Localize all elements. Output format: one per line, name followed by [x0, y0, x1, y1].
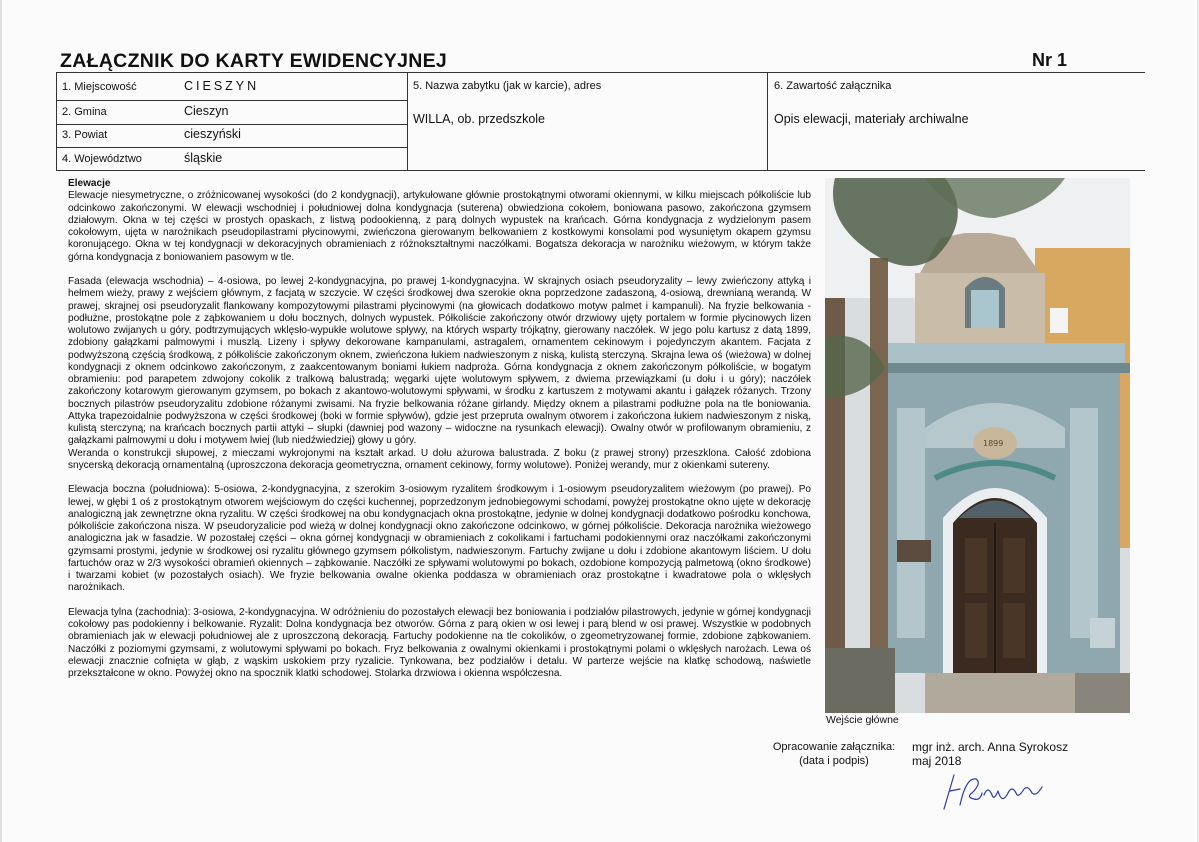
table-column-divider [407, 72, 408, 170]
date-signature-label: (data i podpis) [799, 755, 869, 767]
date-cartouche-text: 1899 [983, 439, 1004, 448]
table-row-divider [56, 100, 407, 101]
commune-label: 2. Gmina [62, 106, 107, 118]
contents-label: 6. Zawartość załącznika [774, 80, 892, 92]
prepared-label-text: Opracowanie załącznika: [772, 741, 896, 753]
paragraph-west-elevation: Elewacja tylna (zachodnia): 3-osiowa, 2-kondygnacyjna. W odróżnieniu do pozostałych elewacji bez boniowania i podziałów pilastrowych, jedynie w górnej kondygnacji cokołowy pas podokienny i belkowanie. Ryzalit: Dolna kondygnacja bez otworów. Górna z parą okien w osi lewej i parą blend w osi prawej. Wszystkie w podobnych obramieniach jak w elewacji południowej ale z uproszczoną dekoracją. Fartuchy podokienne na tle cokolików, o zgeometryzowanej formie, zdobione ząbkowaniem. Naczółki z poziomymi gzymsami, z wolutowymi spływami po bokach. Fryz belkowania z owalnymi okienkami i prostokątnymi polami o wklęsłych narożach. Lewa oś elewacji znacznie cofnięta w głąb, z wąskim uskokiem przy ryzalicie. Tynkowana, bez podziałów i detalu. W parterze wejście na klatkę schodową, naświetle przekształcone w okno. Powyżej okno na spocznik klatki schodowej. Stolarka drzwiowa i okienna współczesna. [68, 606, 811, 679]
paragraph-south-elevation: Elewacja boczna (południowa): 5-osiowa, 2-kondygnacyjna, z szerokim 3-osiowym ryzalitem środkowym i 1-osiowym pseudoryzalitem wieżowym (po prawej). Po lewej, w głębi 1 oś z prostokątnym otworem wejściowym do części kuchennej, poprzedzonym jednobiegowymi schodami, powyżej prostokątne okno ujęte w dekorację analogiczną jak zewnętrzne okna ryzalitu. W części środkowej na obu kondygnacjach okna prostokątne, jedynie w dolnej kondygnacji dodatkowo pośrodku konchowa, półkoliście zakończona nisza. W pseudoryzalicie pod wieżą w dolnej kondygnacji okno zakończone odcinkowo, w górnej półkoliście. Dekoracja narożnika wieżowego analogiczna jak w fasadzie. W pozostałej części – okna górnej kondygnacji w obramieniach z cokolikami i fartuchami podokiennymi oraz naczółkami zakończonymi gzymsami prostymi, jedynie w środkowej osi ryzalitu głównego gzymsem półkolistym, nadwieszonym. Fartuchy zwijane u dołu i zdobione akantowym liściem. U dołu fartuchów oraz w 2/3 wysokości obramień okiennych – ząbkowanie. Naczółki ze spływami wolutowymi po bokach, ozdobione kompozycją palmetową (okno środkowe) i twarzami kobiet (w pozostałych osiach). We fryzie belkowania owalne okienka poddasza w obramieniach oraz prostokątne i kwadratowe pola o wklęsłych narożnikach. [68, 484, 811, 594]
table-row-divider [56, 124, 407, 125]
entrance-photo-illustration [825, 178, 1130, 713]
paragraph-general: Elewacje niesymetryczne, o zróżnicowanej wysokości (do 2 kondygnacji), artykułowane głównie prostokątnymi otworami okiennymi, w kilku miejscach półkoliście lub odcinkowo zakończonymi. W elewacji wschodniej i południowej dolna kondygnacja (suterena) obwiedziona cokołem, boniowana pasowo, zakończona gzymsem działowym. Okna w tej części w prostych opaskach, z listwą podookienną, z parą dolnych wypustek na krańcach. Górna kondygnacja z wydzielonym pasem cokołowym, ujęta w narożnikach pseudopilastrami płycinowymi, zwieńczona gierowanym belkowaniem z kostkowymi konsolami pod wysuniętym okapem gzymsu koronującego. Okna w tej kondygnacji w dekoracyjnych obramieniach z różnokształtnymi naczółkami. Bogatsza dekoracja w narożniku wieżowym, w którym także górna kondygnacja z boniowaniem pasowym w tle. [68, 190, 811, 263]
table-top-border [56, 72, 1145, 73]
preparation-date: maj 2018 [912, 754, 962, 768]
table-column-divider [767, 72, 768, 170]
paragraph-facade: Fasada (elewacja wschodnia) – 4-osiowa, po lewej 2-kondygnacyjna, po prawej 1-kondygnacyjna. W skrajnych osiach pseudoryzality – lewy zwieńczony attyką i hełmem wieży, prawy z wejściem głównym, z facjatą w szczycie. W części środkowej dwa szerokie okna poprzedzone zadaszoną, 4-osiową, drewnianą werandą. W prawej, skrajnej osi pseudoryzalit flankowany kompozytowymi pilastrami płycinowymi (na głowicach dodatkowo motyw palmet i kampanuli). Na fryzie belkowania - podłużne, prostokątne pole z ząbkowaniem u dołu bocznych, dolnych wypustek. Półkoliście zakończony otwór drzwiowy ujęty portalem w formie płycinowych lizen wolutowo zwijanych u góry, podtrzymujących wklęsło-wypukłe wolutowe spływy, na których wsparty trójkątny, gierowany naczółek. W jego polu kartusz z datą 1899, zdobiony gałązkami palmowymi i muszlą. Lizeny i spływy dekorowane kampanulami, astragalem, ornamentem cekinowym i pojedynczym akantem. Facjata z podwyższoną częścią środkową, z półkoliście zakończonym oknem, zwieńczona łukiem nadwieszonym z niską, kulistą sterczyną. Skrajna lewa oś (wieżowa) w dolnej kondygnacji z oknem odcinkowo zakończonym, z zaakcentowanym boniami łukiem nadproża. Górna kondygnacja z oknem zakończonym półkoliście, w bogatym obramieniu: pod parapetem zdwojony cokolik z tralkową balustradą; węgarki ujęte wolutowym spływem, z dwiema przewiązkami (u dołu i u góry); naczółek zakończony kotarowym gierowanym gzymsem, po bokach z akantowo-wolutowymi spływami, w środku z kartuszem z motywami akantu i gałązek różanych. Trzony bocznych pilastrów pseudoryzalitu zdobione różanymi zwisami. Na fryzie belkowania różane girlandy. Między oknem a pilastrami podłużne pola na tle boniowania. Attyka trapezoidalnie podwyższona w części środkowej (boki w formie spływów), gdzie jest przepruta owalnym otworem i zakończona łukiem nadwieszonym z niską, kulistą sterczyną; na krańcach bocznych partii attyki – słupki (dawniej pod wazony – widoczne na rysunkach elewacji). Owalny otwór w profilowanym obramieniu, z gałązkami palmowymi u dołu i motywem lwiej (lub niedźwiedziej) głowy u góry. [68, 276, 811, 447]
author-name: mgr inż. arch. Anna Syrokosz [912, 740, 1069, 754]
voivodeship-label: 4. Województwo [62, 153, 142, 165]
table-column-divider [56, 72, 57, 170]
section-heading: Elewacje [68, 178, 111, 189]
photo-caption: Wejście główne [826, 714, 899, 726]
contents-value: Opis elewacji, materiały archiwalne [774, 112, 969, 126]
attachment-number: Nr 1 [1032, 50, 1068, 70]
commune-value: Cieszyn [184, 104, 229, 118]
monument-value: WILLA, ob. przedszkole [413, 112, 546, 126]
prepared-by-label [772, 740, 896, 768]
signature-handwritten [938, 765, 1048, 813]
county-value: cieszyński [184, 127, 241, 141]
page-title: ZAŁĄCZNIK DO KARTY EWIDENCYJNEJ [60, 50, 448, 72]
locality-value: CIESZYN [184, 79, 260, 93]
table-bottom-border [56, 170, 1145, 171]
locality-label: 1. Miejscowość [62, 81, 137, 93]
description-text [68, 178, 811, 693]
paragraph-veranda: Weranda o konstrukcji słupowej, z mieczami wykrojonymi na kształt arkad. U dołu ażurowa balustrada. Z boku (z prawej strony) przeszklona. Całość zdobiona snycerską dekoracją ornamentalną (uproszczona dekoracja geometryczna, ornament cekinowy, formy wolutowe). Poniżej werandy, mur z okienkami sutereny. [68, 447, 811, 471]
monument-label: 5. Nazwa zabytku (jak w karcie), adres [413, 80, 602, 92]
table-row-divider [56, 147, 407, 148]
entrance-photo [825, 178, 1130, 713]
voivodeship-value: śląskie [184, 151, 223, 165]
county-label: 3. Powiat [62, 129, 108, 141]
